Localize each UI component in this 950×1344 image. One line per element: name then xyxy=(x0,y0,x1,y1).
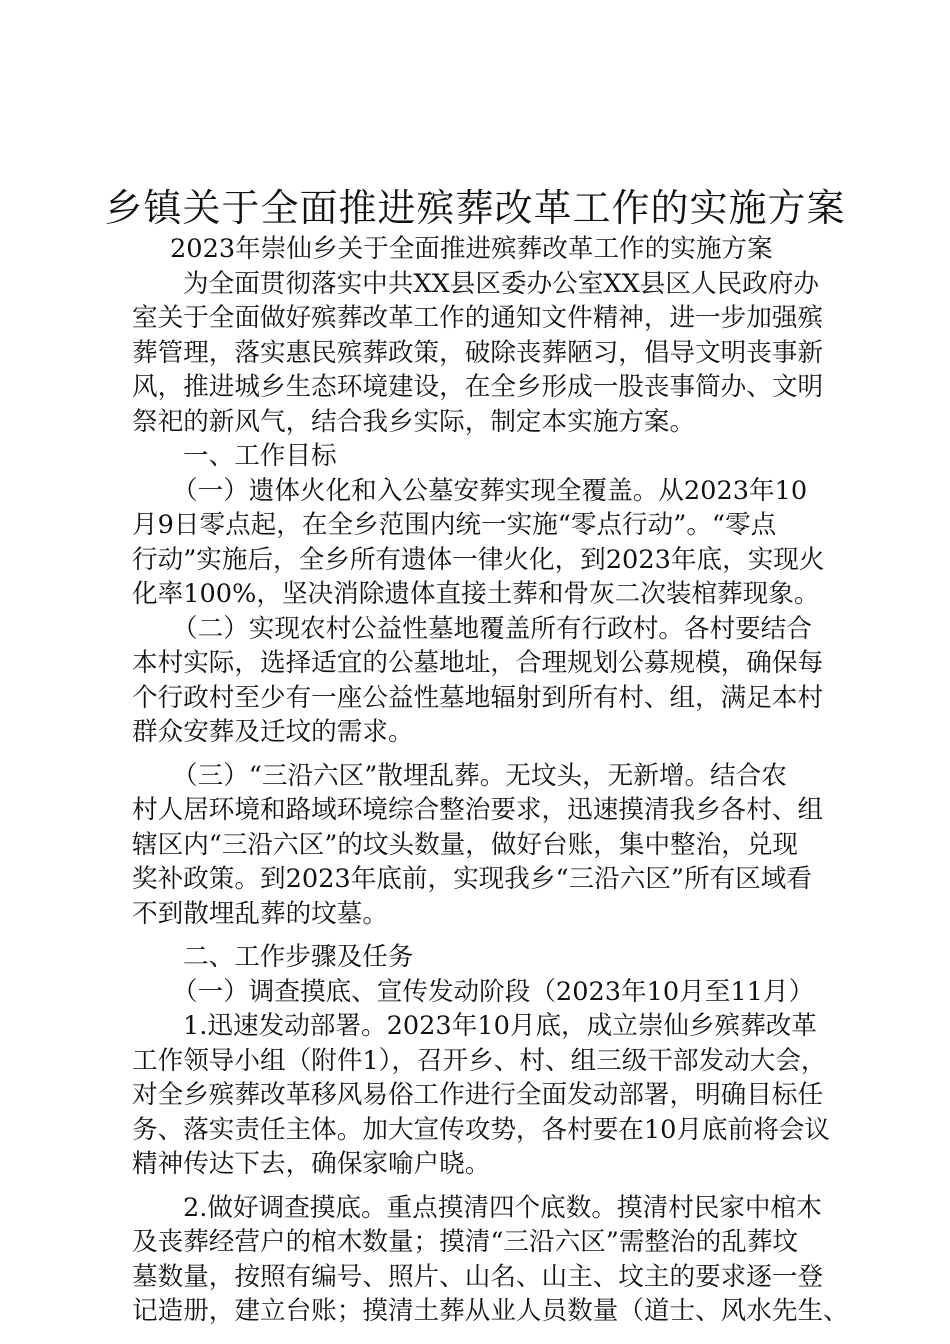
paragraph-line: 葬管理，落实惠民殡葬政策，破除丧葬陋习，倡导文明丧事新 xyxy=(132,337,824,368)
paragraph-line: 工作领导小组（附件1），召开乡、村、组三级干部发动大会， xyxy=(132,1045,827,1076)
paragraph-line: 对全乡殡葬改革移风易俗工作进行全面发动部署，明确目标任 xyxy=(132,1080,824,1110)
paragraph-line: 精神传达下去，确保家喻户晓。 xyxy=(132,1149,491,1179)
paragraph-line: 群众安葬及迁坟的需求。 xyxy=(132,717,414,747)
paragraph-line: 记造册，建立台账；摸清土葬从业人员数量（道士、风水先生、 xyxy=(132,1296,849,1326)
document-body xyxy=(132,232,849,1329)
paragraph-line: 月9日零点起，在全乡范围内统一实施“零点行动”。“零点 xyxy=(132,510,777,540)
paragraph-line: 村人居环境和路域环境综合整治要求，迅速摸清我乡各村、组 xyxy=(132,795,824,825)
paragraph-line: 辖区内“三沿六区”的坟头数量，做好台账，集中整治，兑现 xyxy=(132,829,799,860)
paragraph-line: 行动”实施后，全乡所有遗体一律火化，到2023年底，实现火 xyxy=(132,544,825,575)
paragraph-line: 2.做好调查摸底。重点摸清四个底数。摸清村民家中棺木 xyxy=(183,1192,822,1223)
paragraph-line: 务、落实责任主体。加大宣传攻势，各村要在10月底前将会议 xyxy=(132,1114,831,1145)
paragraph-line: 不到散埋乱葬的坟墓。 xyxy=(132,898,388,929)
document-title: 乡镇关于全面推进殡葬改革工作的实施方案 xyxy=(104,186,846,230)
paragraph-line: （三）“三沿六区”散埋乱葬。无坟头，无新增。结合农 xyxy=(172,760,787,791)
paragraph-line: 奖补政策。到2023年底前，实现我乡“三沿六区”所有区域看 xyxy=(132,864,812,894)
paragraph-line: （二）实现农村公益性墓地覆盖所有行政村。各村要结合 xyxy=(172,613,812,644)
paragraph-line: 为全面贯彻落实中共XX县区委办公室XX县区人民政府办 xyxy=(183,268,819,299)
paragraph-line: 本村实际，选择适宜的公墓地址，合理规划公募规模，确保每 xyxy=(132,648,824,678)
paragraph-line: 及丧葬经营户的棺木数量；摸清“三沿六区”需整治的乱葬坟 xyxy=(132,1227,799,1257)
paragraph-line: 祭祀的新风气，结合我乡实际，制定本实施方案。 xyxy=(132,406,696,437)
paragraph-line: 墓数量，按照有编号、照片、山名、山主、坟主的要求逐一登 xyxy=(132,1261,824,1292)
section-heading: 一、工作目标 xyxy=(183,441,337,471)
paragraph-line: 化率100%，坚决消除遗体直接土葬和骨灰二次装棺葬现象。 xyxy=(132,579,820,609)
subsection-heading: （一）调查摸底、宣传发动阶段（2023年10月至11月） xyxy=(172,976,815,1007)
paragraph-line: （一）遗体火化和入公墓安葬实现全覆盖。从2023年10 xyxy=(172,475,808,506)
paragraph-line: 个行政村至少有一座公益性墓地辐射到所有村、组，满足本村 xyxy=(132,682,824,713)
document-subtitle: 2023年崇仙乡关于全面推进殡葬改革工作的实施方案 xyxy=(170,234,773,264)
paragraph-line: 1.迅速发动部署。2023年10月底，成立崇仙乡殡葬改革 xyxy=(183,1011,817,1041)
paragraph-line: 室关于全面做好殡葬改革工作的通知文件精神，进一步加强殡 xyxy=(132,303,824,333)
paragraph-line: 风，推进城乡生态环境建设，在全乡形成一股丧事简办、文明 xyxy=(132,372,824,402)
section-heading: 二、工作步骤及任务 xyxy=(183,942,414,972)
